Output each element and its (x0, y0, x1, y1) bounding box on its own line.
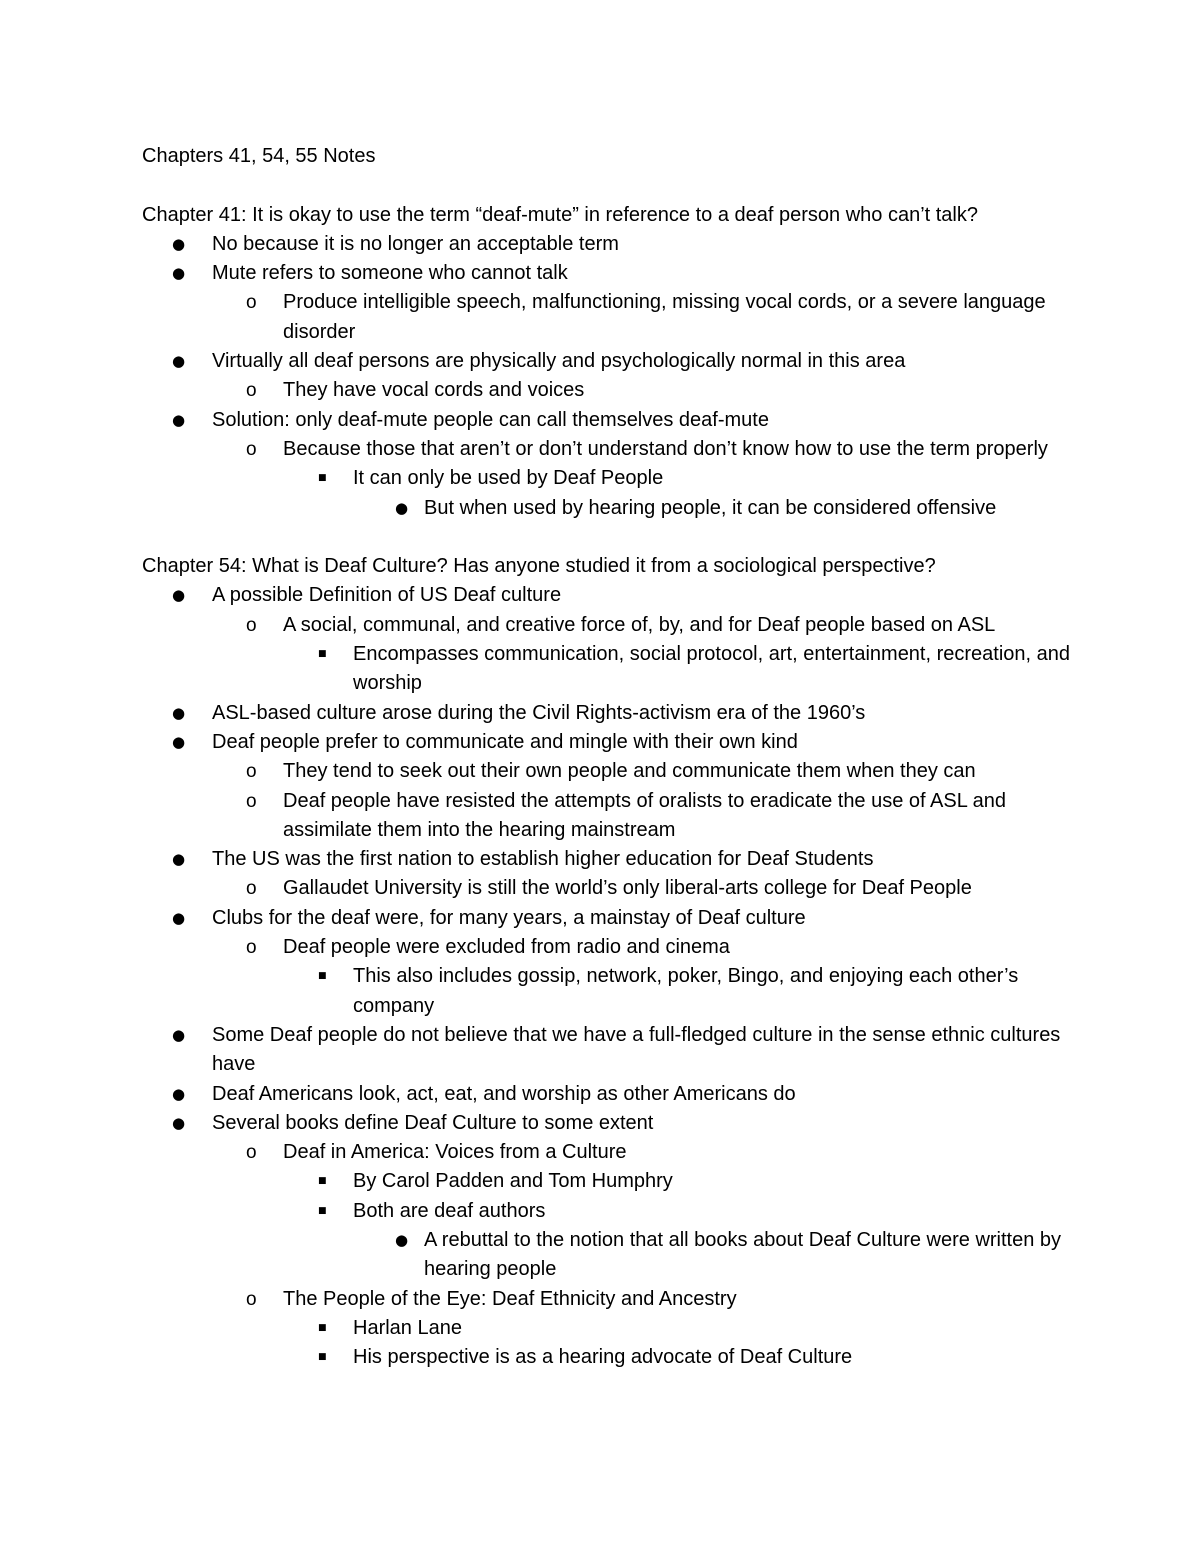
list-item: ■ This also includes gossip, network, poker, Bingo, and enjoying each other’s company (142, 962, 1072, 1021)
list-item: ● The US was the first nation to establish higher education for Deaf Students (142, 845, 1072, 874)
list-item: ● Some Deaf people do not believe that we have a full-fledged culture in the sense ethnic cultures have (142, 1021, 1072, 1080)
bullet-icon: ● (395, 1230, 409, 1249)
bullet-icon: o (246, 761, 257, 783)
list-item: o Deaf people were excluded from radio and cinema (142, 933, 1072, 962)
list-item: ● But when used by hearing people, it can be considered offensive (142, 494, 1072, 523)
list-item: ● Clubs for the deaf were, for many years, a mainstay of Deaf culture (142, 904, 1072, 933)
list-item: o The People of the Eye: Deaf Ethnicity and Ancestry (142, 1285, 1072, 1314)
list-item: ● Virtually all deaf persons are physically and psychologically normal in this area (142, 347, 1072, 376)
bullet-icon: o (246, 1142, 257, 1164)
bullet-icon: o (246, 937, 257, 959)
bullet-icon: ● (172, 703, 186, 722)
bullet-icon: o (246, 790, 257, 812)
list-item: o Deaf in America: Voices from a Culture (142, 1138, 1072, 1167)
list-item: ● No because it is no longer an acceptable term (142, 230, 1072, 259)
list-item: ● A possible Definition of US Deaf culture (142, 581, 1072, 610)
list-item: ■ Both are deaf authors (142, 1197, 1072, 1226)
list-item: ● Several books define Deaf Culture to some extent (142, 1109, 1072, 1138)
bullet-icon: ■ (318, 1205, 327, 1216)
list-item: ■ By Carol Padden and Tom Humphry (142, 1167, 1072, 1196)
bullet-icon: ■ (318, 473, 327, 484)
blank-line (142, 523, 1072, 552)
list-item: o A social, communal, and creative force of, by, and for Deaf people based on ASL (142, 611, 1072, 640)
section-heading: Chapter 54: What is Deaf Culture? Has anyone studied it from a sociological perspective? (142, 555, 936, 578)
list-item: o Produce intelligible speech, malfunctioning, missing vocal cords, or a severe language disorder (142, 288, 1072, 347)
bullet-icon: ■ (318, 1322, 327, 1333)
document-title: Chapters 41, 54, 55 Notes (142, 145, 376, 167)
section-heading: Chapter 41: It is okay to use the term “deaf-mute” in reference to a deaf person who can’t talk? (142, 203, 978, 226)
bullet-icon: ● (172, 1084, 186, 1103)
section-chapter-41 (142, 201, 1072, 523)
bullet-icon: o (246, 1288, 257, 1310)
bullet-icon: ● (172, 850, 186, 869)
bullet-icon: o (246, 878, 257, 900)
bullet-icon: o (246, 614, 257, 636)
bullet-icon: ● (395, 498, 409, 517)
list-item: ● Solution: only deaf-mute people can call themselves deaf-mute (142, 406, 1072, 435)
section-chapter-54 (142, 552, 1072, 1372)
bullet-icon: ● (172, 1025, 186, 1044)
bullet-icon: o (246, 292, 257, 314)
bullet-icon: o (246, 380, 257, 402)
document-content (142, 142, 1072, 1372)
bullet-icon: ■ (318, 971, 327, 982)
bullet-icon: ● (172, 586, 186, 605)
bullet-icon: ● (172, 264, 186, 283)
list-item: ■ It can only be used by Deaf People (142, 464, 1072, 493)
bullet-icon: ● (172, 352, 186, 371)
list-item: o Because those that aren’t or don’t understand don’t know how to use the term properly (142, 435, 1072, 464)
bullet-icon: o (246, 438, 257, 460)
list-item: ● Deaf Americans look, act, eat, and worship as other Americans do (142, 1080, 1072, 1109)
list-item: ● A rebuttal to the notion that all books about Deaf Culture were written by hearing people (142, 1226, 1072, 1285)
list-item: o They tend to seek out their own people and communicate them when they can (142, 757, 1072, 786)
list-item: ■ Harlan Lane (142, 1314, 1072, 1343)
list-item: o Gallaudet University is still the world’s only liberal-arts college for Deaf People (142, 874, 1072, 903)
list-item: ■ Encompasses communication, social protocol, art, entertainment, recreation, and worship (142, 640, 1072, 699)
list-item: ■ His perspective is as a hearing advocate of Deaf Culture (142, 1343, 1072, 1372)
bullet-icon: ■ (318, 649, 327, 660)
bullet-icon: ● (172, 1113, 186, 1132)
list-item: ● ASL-based culture arose during the Civil Rights-activism era of the 1960’s (142, 699, 1072, 728)
list-item: o Deaf people have resisted the attempts of oralists to eradicate the use of ASL and assimilate them into the hearing mainstream (142, 787, 1072, 846)
bullet-icon: ■ (318, 1352, 327, 1363)
bullet-icon: ● (172, 234, 186, 253)
bullet-icon: ● (172, 908, 186, 927)
list-item: ● Mute refers to someone who cannot talk (142, 259, 1072, 288)
list-item: ● Deaf people prefer to communicate and mingle with their own kind (142, 728, 1072, 757)
bullet-icon: ● (172, 410, 186, 429)
blank-line (142, 171, 1072, 200)
bullet-icon: ● (172, 732, 186, 751)
bullet-icon: ■ (318, 1176, 327, 1187)
list-item: o They have vocal cords and voices (142, 376, 1072, 405)
